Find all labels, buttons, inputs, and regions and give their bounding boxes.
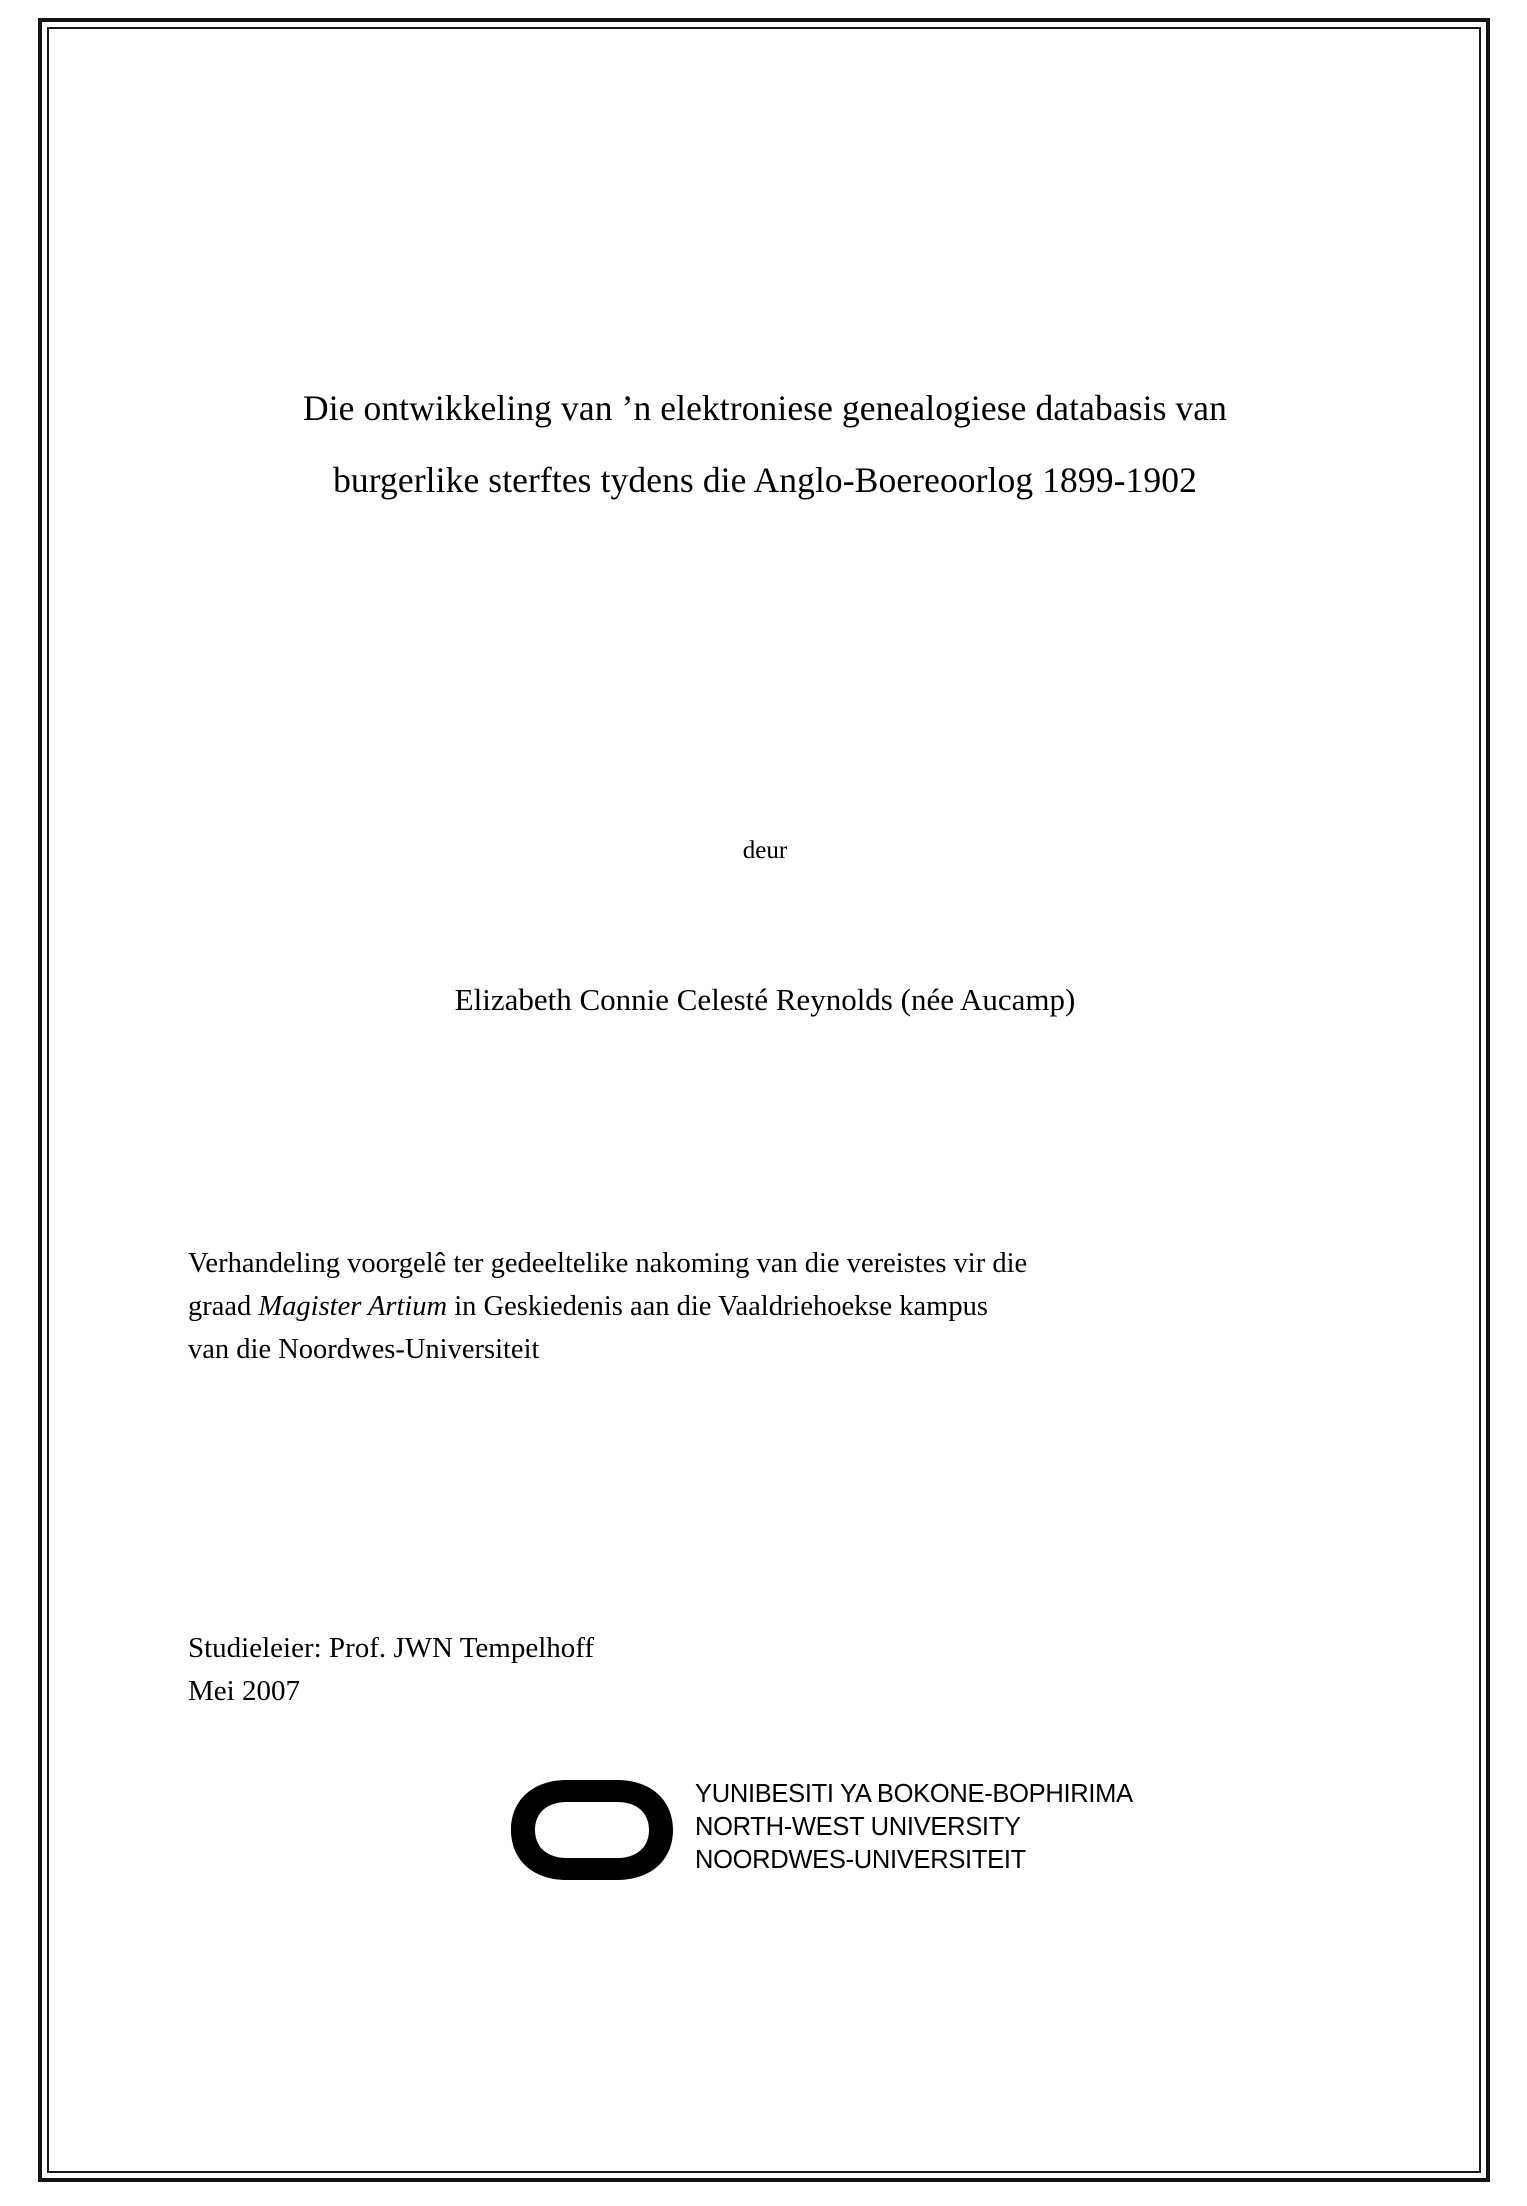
author-name: Elizabeth Connie Celesté Reynolds (née Aucamp) [454,982,1076,1017]
logo-text-line-1: YUNIBESITI YA BOKONE-BOPHIRIMA [695,1780,1133,1808]
degree-statement-line-2-post: in Geskiedenis aan die Vaaldriehoekse kampus [447,1291,988,1322]
degree-statement-line-3: van die Noordwes-Universiteit [188,1334,540,1365]
title-page-content [185,27,1345,2173]
university-logo [505,1772,1145,1892]
document-title [185,372,1345,516]
title-line-2: burgerlike sterftes tydens die Anglo-Boereoorlog 1899-1902 [333,460,1197,500]
degree-statement-line-2-pre: graad [188,1291,259,1322]
logo-text-block [695,1778,1145,1877]
degree-statement [188,1242,1336,1371]
nwu-cd-logo-icon [505,1776,695,1884]
logo-text-line-2: NORTH-WEST UNIVERSITY [695,1813,1021,1841]
degree-name-italic: Magister Artium [258,1291,448,1322]
degree-statement-line-1: Verhandeling voorgelê ter gedeeltelike nakoming van die vereistes vir die [188,1248,1028,1279]
degree-statement-line-2 [188,1285,1336,1328]
by-word: deur [742,837,788,864]
supervisor-line: Studieleier: Prof. JWN Tempelhoff [188,1632,595,1664]
title-line-1: Die ontwikkeling van ’n elektroniese genealogiese databasis van [302,388,1228,428]
logo-text-line-3: NOORDWES-UNIVERSITEIT [695,1846,1026,1874]
supervisor-block [188,1627,1188,1713]
date-line: Mei 2007 [188,1675,300,1707]
